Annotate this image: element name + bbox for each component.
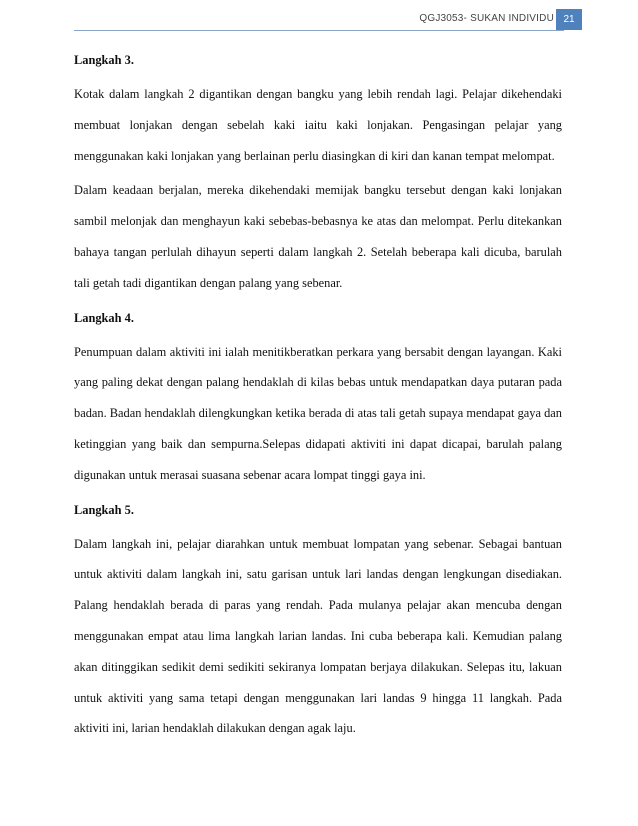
section-heading: Langkah 3. (74, 53, 134, 67)
section-langkah-5 (74, 495, 562, 745)
paragraph: Kotak dalam langkah 2 digantikan dengan bangku yang lebih rendah lagi. Pelajar dikehendaki membuat lonjakan dengan sebelah kaki iaitu kaki lonjakan. Pengasingan pelajar yang menggunakan kaki lonjakan yang berlainan perlu diasingkan di kiri dan kanan tempat melompat. (74, 87, 562, 163)
section-langkah-4 (74, 303, 562, 491)
document-body (74, 45, 562, 744)
section-heading: Langkah 5. (74, 502, 134, 517)
paragraph: Dalam langkah ini, pelajar diarahkan untuk membuat lompatan yang sebenar. Sebagai bantuan untuk aktiviti dalam langkah ini, satu garisan untuk lari landas dengan lengkungan disediakan. Palang hendaklah berada di paras yang rendah. Pada mulanya pelajar akan mencuba dengan menggunakan empat atau lima langkah larian landas. Ini cuba beberapa kali. Kemudian palang akan ditinggikan sedikit demi sedikiti sekiranya lompatan berjaya dilakukan. Selepas itu, lakuan untuk aktiviti yang sama tetapi dengan menggunakan lari landas 9 hingga 11 langkah. Pada aktiviti ini, larian hendaklah dilakukan dengan agak laju. (74, 536, 562, 736)
header-title: QGJ3053- SUKAN INDIVIDU (419, 13, 554, 24)
header-rule (74, 30, 564, 31)
paragraph: Dalam keadaan berjalan, mereka dikehendaki memijak bangku tersebut dengan kaki lonjakan sambil melonjak dan menghayun kaki sebebas-bebasnya ke atas dan melompat. Perlu ditekankan bahaya tangan perlulah dihayun seperti dalam langkah 2. Setelah beberapa kali dicuba, barulah tali getah tadi digantikan dengan palang yang sebenar. (74, 183, 562, 290)
section-heading: Langkah 4. (74, 310, 134, 325)
section-langkah-3 (74, 45, 562, 299)
page-number-badge: 21 (556, 9, 582, 30)
paragraph: Penumpuan dalam aktiviti ini ialah menitikberatkan perkara yang bersabit dengan layangan. Kaki yang paling dekat dengan palang hendaklah di kilas bebas untuk mendapatkan daya putaran pada badan. Badan hendaklah dilengkungkan ketika berada di atas tali getah supaya mendapat gaya dan ketinggian yang baik dan sempurna.Selepas didapati aktiviti ini dapat dicapai, barulah palang digunakan untuk merasai suasana sebenar acara lompat tinggi gaya ini. (74, 344, 562, 482)
page-header (0, 0, 638, 38)
